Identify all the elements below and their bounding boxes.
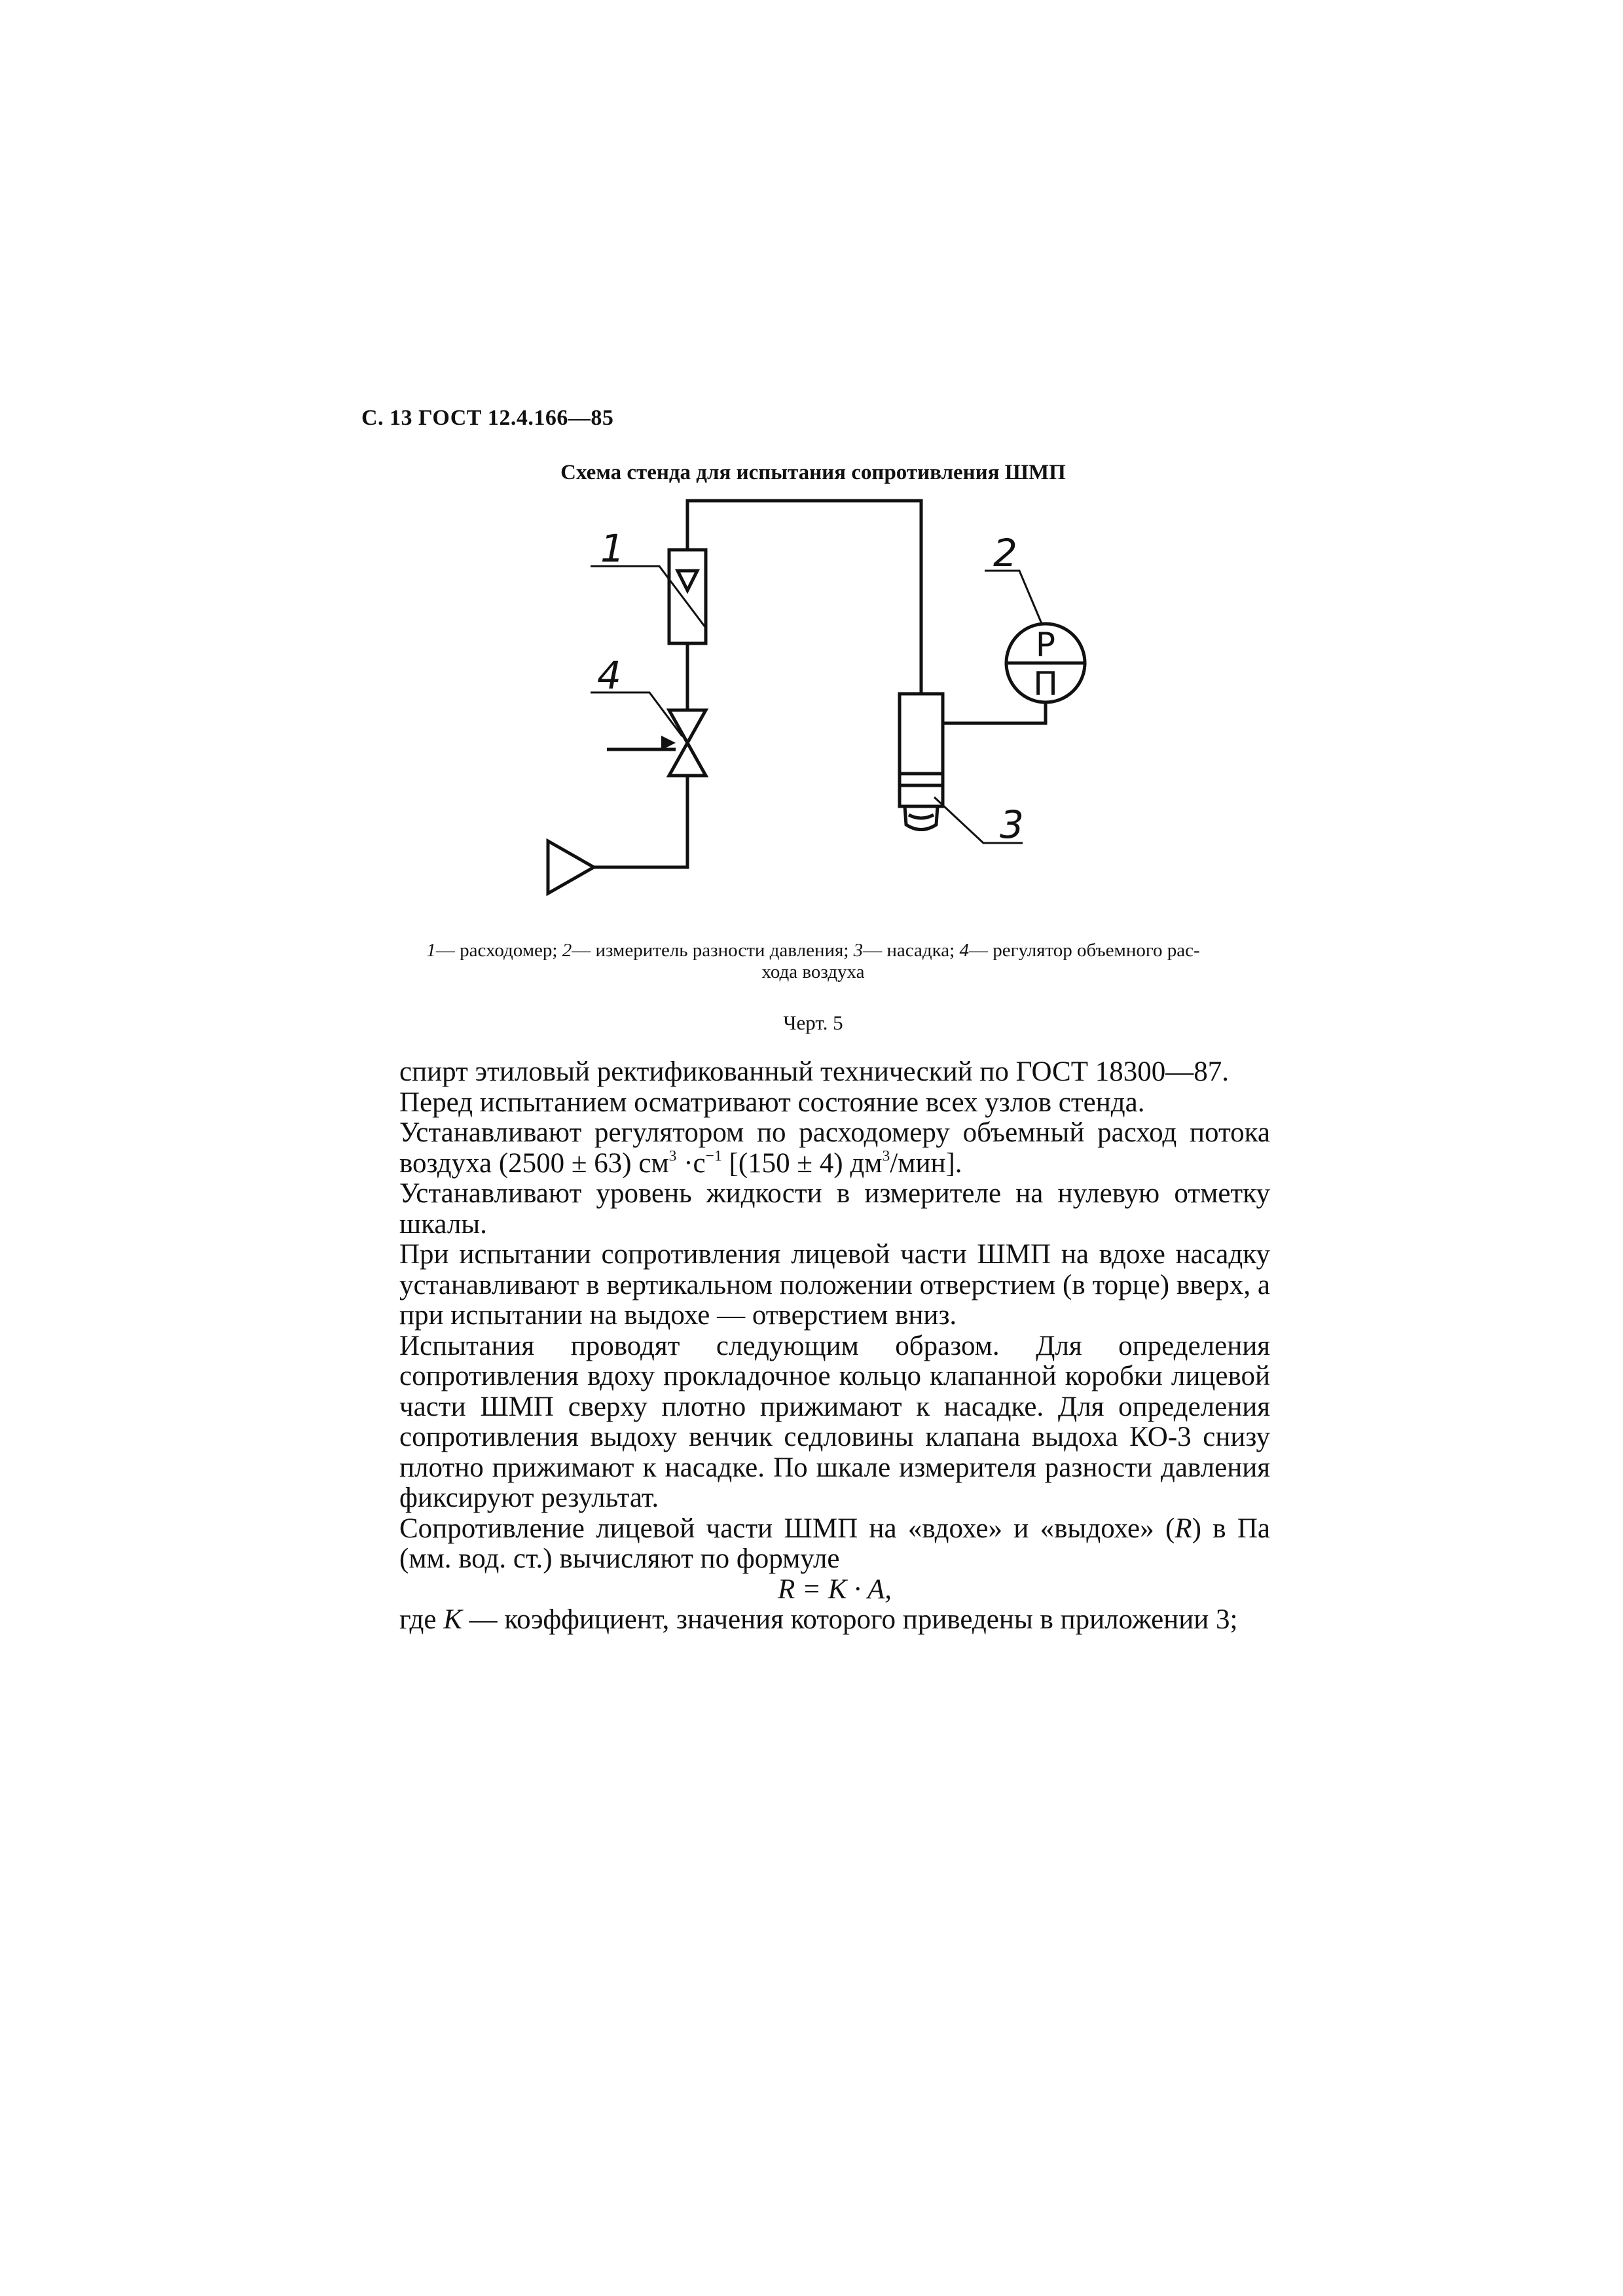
label-3: 3 [1000,802,1024,847]
paragraph-8: где K — коэффициент, значения которого приведены в приложении 3; [399,1604,1238,1635]
air-source-triangle-icon [548,841,594,893]
connection-pipe [687,501,921,694]
paragraph-7: Сопротивление лицевой части ШМП на «вдохе» и «выдохе» (R) в Па (мм. вод. ст.) вычисляют по формуле [399,1513,1270,1574]
flowmeter [669,550,706,643]
gauge-letter-p: Р [1035,626,1056,664]
supply-pipe [594,776,687,867]
page-header: С. 13 ГОСТ 12.4.166—85 [361,406,614,430]
paragraph-2: Перед испытанием осматривают состояние всех узлов стенда. [399,1086,1145,1118]
leader-line-4 [591,692,682,736]
paragraph-5: При испытании сопротивления лицевой части ШМП на вдохе насадку устанавливают в вертикальном положении отверстием (в торце) вверх, а при испытании на выдохе — отверстием вниз. [399,1239,1270,1331]
nozzle-ring [900,774,943,806]
gauge-pipe [943,702,1046,723]
nozzle-body [900,694,943,785]
label-1: 1 [600,526,625,571]
caption-line-1: 1— расходомер; 2— измеритель разности давления; 3— насадка; 4— регулятор объемного рас- [426,940,1200,961]
label-4: 4 [597,653,621,698]
test-stand-diagram [361,484,1278,929]
paragraph-1: спирт этиловый ректификованный технический по ГОСТ 18300—87. [399,1056,1229,1087]
figure-number: Черт. 5 [783,1011,843,1034]
paragraph-3: Устанавливают регулятором по расходомеру объемный расход потока воздуха (2500 ± 63) $см^3 \cdot с^{-1}$ [(150 ± 4) $дм^3/мин$]. [399,1117,1270,1179]
leader-line-2 [985,571,1042,625]
formula: R = K · A, [778,1573,892,1605]
leader-line-1 [591,566,705,627]
label-2: 2 [993,531,1017,575]
paragraph-4: Устанавливают уровень жидкости в измерителе на нулевую отметку шкалы. [399,1178,1270,1240]
paragraph-6: Испытания проводят следующим образом. Для определения сопротивления вдоху прокладочное кольцо клапанной коробки лицевой части ШМП сверху плотно прижимают к насадке. Для определения сопротивления выдоху венчик седловины клапана выдоха КО-3 снизу плотно прижимают к насадке. По шкале измерителя разности давления фиксируют результат. [399,1330,1270,1513]
figure-caption [361,940,1265,983]
figure-title: Схема стенда для испытания сопротивления ШМП [560,461,1066,484]
caption-line-2: хода воздуха [761,961,865,982]
flowmeter-triangle-icon [678,571,697,590]
gauge-letter-pi: П [1033,665,1058,703]
body-text [399,1057,1270,1636]
